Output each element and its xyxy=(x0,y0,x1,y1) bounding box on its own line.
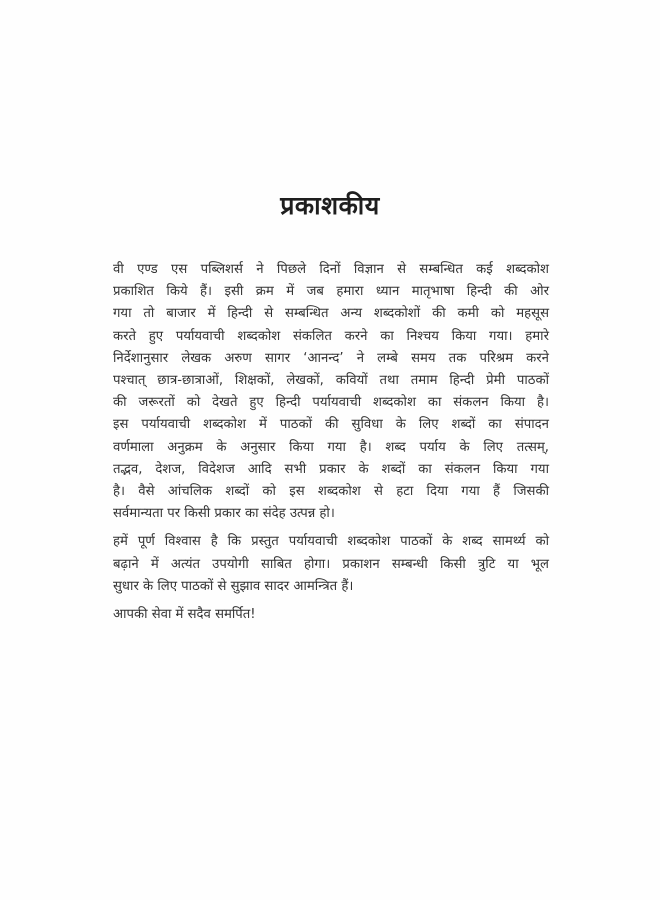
closing-text: आपकी सेवा में सदैव समर्पित! xyxy=(113,607,256,623)
text-line: वी एण्ड एस पब्लिशर्स ने पिछले दिनों विज्ञान से सम्बन्धित कई शब्दकोश xyxy=(113,262,549,277)
page-title: प्रकाशकीय xyxy=(280,191,380,220)
text-line: इस पर्यायवाची शब्दकोश में पाठकों की सुविधा के लिए शब्दों का संपादन xyxy=(113,417,549,433)
text-line: गया तो बाजार में हिन्दी से सम्बन्धित अन्य शब्दकोशों की कमी को महसूस xyxy=(113,306,549,322)
paragraph-1 xyxy=(113,259,549,525)
text-line: सर्वमान्यता पर किसी प्रकार का संदेह उत्पन्न हो। xyxy=(113,506,335,522)
paragraph-2 xyxy=(113,531,549,598)
text-line: तद्भव, देशज, विदेशज आदि सभी प्रकार के शब्दों का संकलन किया गया xyxy=(113,461,549,477)
text-line: करते हुए पर्यायवाची शब्दकोश संकलित करने का निश्चय किया गया। हमारे xyxy=(113,328,549,344)
text-line: हमें पूर्ण विश्वास है कि प्रस्तुत पर्यायवाची शब्दकोश पाठकों के शब्द सामर्थ्य को xyxy=(113,534,549,550)
text-line: बढ़ाने में अत्यंत उपयोगी साबित होगा। प्रकाशन सम्बन्धी किसी त्रुटि या भूल xyxy=(113,556,549,572)
text-line: निर्देशानुसार लेखक अरुण सागर ‘आनन्द’ ने लम्बे समय तक परिश्रम करने xyxy=(113,350,549,366)
text-line: की जरूरतों को देखते हुए हिन्दी पर्यायवाची शब्दकोश का संकलन किया है। xyxy=(113,395,549,411)
text-line: वर्णमाला अनुक्रम के अनुसार किया गया है। शब्द पर्याय के लिए तत्सम्, xyxy=(113,439,549,455)
body-text xyxy=(113,259,549,626)
closing-line xyxy=(113,604,549,626)
text-line: प्रकाशित किये हैं। इसी क्रम में जब हमारा ध्यान मातृभाषा हिन्दी की ओर xyxy=(113,284,549,300)
text-line: पश्चात् छात्र-छात्राओं, शिक्षकों, लेखकों, कवियों तथा तमाम हिन्दी प्रेमी पाठकों xyxy=(113,373,549,389)
text-line: सुधार के लिए पाठकों से सुझाव सादर आमन्त्रित हैं। xyxy=(113,578,354,594)
text-line: है। वैसे आंचलिक शब्दों को इस शब्दकोश से हटा दिया गया हैं जिसकी xyxy=(113,484,549,500)
